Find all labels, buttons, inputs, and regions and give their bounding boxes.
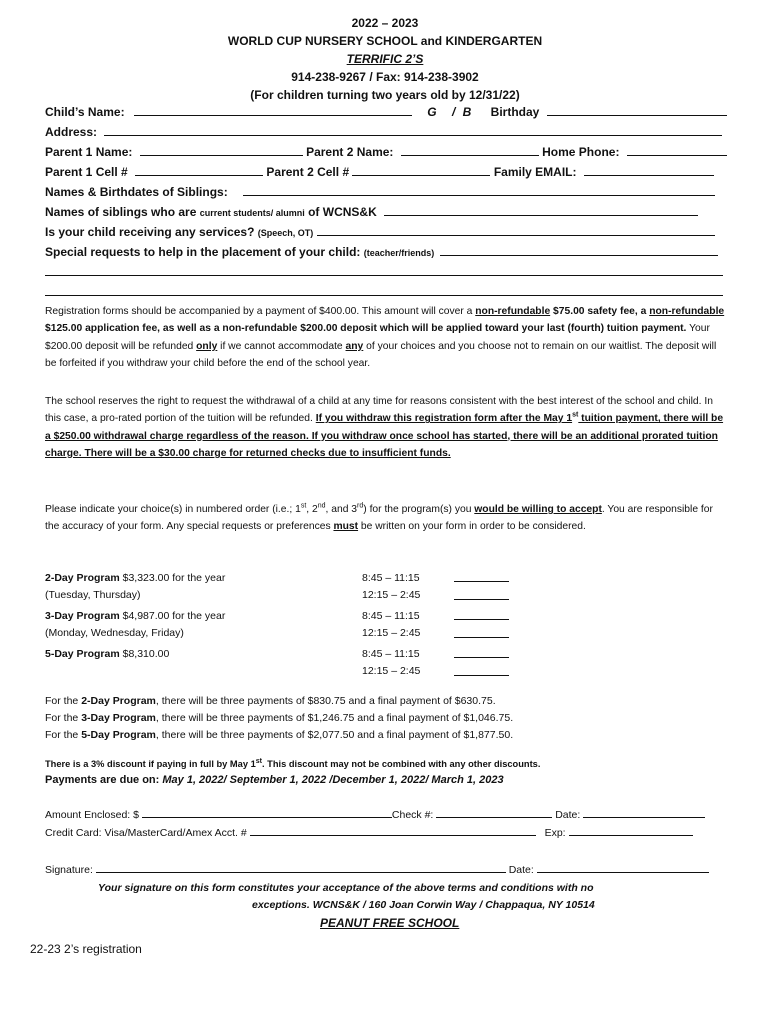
siblings-label: Names & Birthdates of Siblings: <box>45 185 228 199</box>
discount-note <box>45 756 540 773</box>
program-5day-am-choice[interactable] <box>454 646 509 658</box>
payment-5day-pre: For the <box>45 729 82 741</box>
special-requests-field[interactable] <box>440 244 718 256</box>
birthday-label: Birthday <box>490 105 540 119</box>
para2-sup: st <box>572 411 579 419</box>
para3-sup-1: st <box>300 502 307 510</box>
para1-text-4: of your choices and you choose not to remain on our waitlist. The deposit will be forfeited if you withdraw your child before the end of the school year. <box>45 340 717 369</box>
program-3day-price: $4,987.00 for the year <box>119 610 226 622</box>
payment-2day-pre: For the <box>45 695 82 707</box>
para3-sup-2: nd <box>317 502 326 510</box>
withdrawal-paragraph <box>45 393 730 462</box>
siblings-field[interactable] <box>243 184 715 196</box>
siblings-row <box>45 184 715 199</box>
special-requests-field-3[interactable] <box>45 284 723 296</box>
due-label: Payments are due on: <box>45 774 163 786</box>
siblings-wcns-row <box>45 204 698 219</box>
para1-only: only <box>196 340 218 352</box>
program-2day <box>45 570 225 604</box>
program-2day-time-am: 8:45 – 11:15 <box>362 572 420 584</box>
gender-b-option[interactable]: B <box>462 105 472 119</box>
program-5day-price: $8,310.00 <box>119 648 170 660</box>
program-3day-days: (Monday, Wednesday, Friday) <box>45 627 184 639</box>
amount-enclosed-field[interactable] <box>142 806 392 818</box>
payment-2day-name: 2-Day Program <box>81 695 156 707</box>
acceptance-line-1: Your signature on this form constitutes your acceptance of the above terms and conditions with no <box>98 882 594 894</box>
payment-schedule <box>45 693 513 744</box>
address-field[interactable] <box>104 124 722 136</box>
payment-3day-post: , there will be three payments of $1,246.75 and a final payment of $1,046.75. <box>155 712 514 724</box>
program-3day-am-choice[interactable] <box>454 608 509 620</box>
para3-must: must <box>333 521 359 533</box>
para1-text-3: if we cannot accommodate <box>217 340 346 352</box>
check-number-field[interactable] <box>436 806 552 818</box>
para3-willing: would be willing to accept <box>474 504 602 515</box>
program-choice-paragraph <box>45 501 730 536</box>
payment-3day-pre: For the <box>45 712 82 724</box>
signature-label: Signature: <box>45 864 93 876</box>
program-5day-time-pm: 12:15 – 2:45 <box>362 665 421 677</box>
program-5day-pm-choice[interactable] <box>454 664 509 676</box>
home-phone-field[interactable] <box>627 144 727 156</box>
payment-2day-post: , there will be three payments of $830.75 and a final payment of $630.75. <box>155 695 496 707</box>
program-3day-time-am: 8:45 – 11:15 <box>362 610 420 622</box>
program-5day-times <box>362 646 420 680</box>
age-note: (For children turning two years old by 12/31/22) <box>250 88 520 102</box>
program-3day <box>45 608 225 642</box>
program-2day-days: (Tuesday, Thursday) <box>45 589 141 601</box>
special-requests-line-2 <box>45 264 723 279</box>
child-info-row <box>45 104 727 119</box>
registration-fee-paragraph <box>45 303 730 372</box>
program-title: TERRIFIC 2’S <box>346 52 424 66</box>
special-requests-label: Special requests to help in the placement of your child: <box>45 245 361 259</box>
parent2-cell-label: Parent 2 Cell # <box>266 165 350 179</box>
para2-charges-text: tuition payment, there will be a $250.00 withdrawal charge regardless of the reason. If you withdraw once school has started, there will be an additional prorated tuition charge. There will be a $30.00 charge for returned checks due to insufficient funds. <box>45 413 724 459</box>
parent1-name-field[interactable] <box>140 144 303 156</box>
payment-3day-name: 3-Day Program <box>81 712 156 724</box>
cell-row <box>45 164 714 179</box>
special-requests-row <box>45 244 718 259</box>
program-2day-name: 2-Day Program <box>45 572 120 584</box>
due-dates: May 1, 2022/ September 1, 2022 /December 1, 2022/ March 1, 2023 <box>162 774 504 786</box>
parent2-name-label: Parent 2 Name: <box>306 145 394 159</box>
program-5day <box>45 646 169 663</box>
siblings-wcns-label: Names of siblings who are <box>45 205 197 219</box>
para3-text-5: . You are responsible for the accuracy of your form. Any special requests or preferences <box>45 504 713 533</box>
program-2day-times <box>362 570 420 604</box>
child-name-field[interactable] <box>134 104 412 116</box>
program-2day-choices <box>454 570 509 606</box>
parent2-name-field[interactable] <box>401 144 539 156</box>
para3-text-2: , 2 <box>306 504 318 515</box>
program-3day-times <box>362 608 420 642</box>
program-3day-pm-choice[interactable] <box>454 626 509 638</box>
services-label: Is your child receiving any services? <box>45 225 255 239</box>
special-requests-note: (teacher/friends) <box>363 248 435 258</box>
signature-date-field[interactable] <box>537 861 709 873</box>
program-2day-price: $3,323.00 for the year <box>119 572 226 584</box>
credit-card-row <box>45 824 693 842</box>
services-note: (Speech, OT) <box>257 228 314 238</box>
home-phone-label: Home Phone: <box>542 145 620 159</box>
family-email-label: Family EMAIL: <box>493 165 577 179</box>
para1-text-2: Your $200.00 deposit will be refunded <box>45 323 710 352</box>
signature-field[interactable] <box>96 861 506 873</box>
para1-text-1: Registration forms should be accompanied by a payment of $400.00. This amount will cover a <box>45 306 476 317</box>
signature-row <box>45 861 709 879</box>
services-field[interactable] <box>317 224 715 236</box>
program-3day-time-pm: 12:15 – 2:45 <box>362 627 421 639</box>
acceptance-line-2: exceptions. WCNS&K / 160 Joan Corwin Way / Chappaqua, NY 10514 <box>252 899 595 911</box>
school-name: WORLD CUP NURSERY SCHOOL and KINDERGARTEN <box>227 34 543 48</box>
address-label: Address: <box>45 125 98 139</box>
parent1-name-label: Parent 1 Name: <box>45 145 133 159</box>
para1-application-fee: $125.00 application fee, as well as a non-refundable $200.00 deposit which will be applied toward your last (fourth) tuition payment. <box>45 323 687 335</box>
birthday-field[interactable] <box>547 104 727 116</box>
parent1-cell-field[interactable] <box>135 164 263 176</box>
para1-nonrefundable-1: non-refundable <box>475 306 551 317</box>
para1-safety-fee: $75.00 safety fee, a <box>550 306 650 317</box>
credit-card-exp-field[interactable] <box>569 824 693 836</box>
payment-5day-post: , there will be three payments of $2,077.50 and a final payment of $1,877.50. <box>155 729 514 741</box>
school-phone: 914-238-9267 / Fax: 914-238-3902 <box>291 70 479 84</box>
payment-3day <box>45 710 513 727</box>
discount-text-2: . This discount may not be combined with any other discounts. <box>262 759 541 769</box>
program-2day-pm-choice[interactable] <box>454 588 509 600</box>
family-email-field[interactable] <box>584 164 714 176</box>
program-5day-time-am: 8:45 – 11:15 <box>362 648 420 660</box>
credit-card-number-field[interactable] <box>250 824 536 836</box>
signature-date-label: Date: <box>508 864 534 876</box>
para2-text-1: The school reserves the right to request the withdrawal of a child at any time for reasons consistent with the best interest of the school and child. In this case, a pro-rated portion of the tuition will be refunded. <box>45 396 713 425</box>
parent-name-row <box>45 144 727 159</box>
program-2day-am-choice[interactable] <box>454 570 509 582</box>
payment-5day-name: 5-Day Program <box>81 729 156 741</box>
credit-card-label: Credit Card: Visa/MasterCard/Amex Acct. # <box>45 827 247 839</box>
payment-5day <box>45 727 513 744</box>
gender-separator: / <box>451 105 456 119</box>
services-row <box>45 224 715 239</box>
para1-nonrefundable-2: non-refundable <box>649 306 725 317</box>
program-5day-choices <box>454 646 509 682</box>
program-3day-name: 3-Day Program <box>45 610 120 622</box>
gender-g-option[interactable]: G <box>427 105 437 119</box>
program-2day-time-pm: 12:15 – 2:45 <box>362 589 421 601</box>
amount-enclosed-label: Amount Enclosed: $ <box>45 809 139 821</box>
payment-due-dates <box>45 772 504 789</box>
payment-2day <box>45 693 513 710</box>
para3-text-3: , and 3 <box>325 504 358 515</box>
program-5day-name: 5-Day Program <box>45 648 120 660</box>
credit-card-exp-label: Exp: <box>544 827 566 839</box>
para3-text-6: be written on your form in order to be considered. <box>358 521 586 533</box>
child-name-label: Child’s Name: <box>45 105 125 119</box>
para1-any: any <box>345 340 364 352</box>
siblings-wcns-field[interactable] <box>384 204 698 216</box>
special-requests-field-2[interactable] <box>45 264 723 276</box>
amount-date-label: Date: <box>555 809 581 821</box>
para2-withdraw-text: If you withdraw this registration form after the May 1 <box>315 413 573 425</box>
parent1-cell-label: Parent 1 Cell # <box>45 165 128 179</box>
amount-row <box>45 806 705 824</box>
para3-sup-3: rd <box>357 502 364 510</box>
amount-date-field[interactable] <box>583 806 705 818</box>
document-id: 22-23 2’s registration <box>30 942 142 956</box>
discount-sup: st <box>255 757 263 765</box>
para3-text-1: Please indicate your choice(s) in numbered order (i.e.; 1 <box>45 504 301 515</box>
program-3day-choices <box>454 608 509 644</box>
peanut-free-notice: PEANUT FREE SCHOOL <box>320 916 460 930</box>
siblings-wcns-label-end: of WCNS&K <box>308 205 377 219</box>
siblings-wcns-note: current students/ alumni <box>199 208 305 218</box>
discount-text-1: There is a 3% discount if paying in full by May 1 <box>45 759 256 769</box>
school-year: 2022 – 2023 <box>351 16 419 30</box>
parent2-cell-field[interactable] <box>352 164 490 176</box>
check-number-label: Check #: <box>391 809 434 821</box>
para3-text-4: ) for the program(s) you <box>363 504 475 515</box>
special-requests-line-3 <box>45 284 723 299</box>
address-row <box>45 124 722 139</box>
